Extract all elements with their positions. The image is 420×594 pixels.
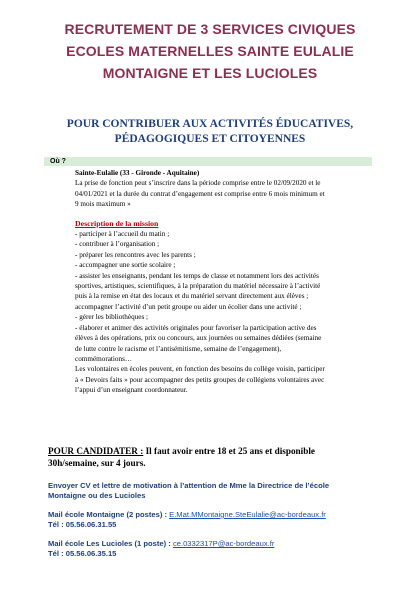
contact-phone: Tél : 05.56.06.31.55 — [48, 520, 117, 529]
contact-montaigne — [48, 510, 388, 530]
mission-line: Les volontaires en écoles peuvent, en fonction des besoins du collège voisin, participer — [75, 365, 325, 374]
mission-line: accompagner l’activité d’un petit groupe ou aider un écolier dans une activité ; — [75, 302, 302, 311]
apply-section — [48, 445, 388, 469]
mission-line: - préparer les rencontres avec les parents ; — [75, 250, 196, 259]
apply-requirements-line2: 30h/semaine, sur 4 jours. — [48, 458, 146, 468]
mission-heading: Description de la mission — [75, 218, 159, 228]
subtitle-line: PÉDAGOGIQUES ET CITOYENNES — [114, 133, 306, 145]
title-line: RECRUTEMENT DE 3 SERVICES CIVIQUES — [64, 21, 356, 37]
mission-line: de lutte contre le racisme et l’antisémitisme, semaine de l’engagement), — [75, 344, 282, 353]
email-link-lucioles[interactable]: ce.0332317P@ac-bordeaux.fr — [172, 539, 275, 548]
cv-instructions — [48, 481, 388, 501]
mission-line: sportives, artistiques, scientifiques, à la préparation du matériel nécessaire à l’activité — [75, 282, 321, 291]
apply-label: POUR CANDIDATER : — [48, 446, 144, 456]
mission-line: - participer à l’accueil du matin ; — [75, 230, 170, 239]
mission-line: l’appui d’un enseignant coordonnateur. — [75, 386, 188, 395]
mission-line: - assister les enseignants, pendant les temps de classe et notamment lors des activités — [75, 271, 319, 280]
title-line: MONTAIGNE ET LES LUCIOLES — [102, 65, 318, 81]
mission-line: - élaborer et animer des activités originales pour favoriser la participation active des — [75, 323, 317, 332]
mission-line: élèves à des opérations, prix ou concours, aux journées ou semaines dédiées (semaine — [75, 334, 322, 343]
page-subtitle — [20, 117, 400, 147]
location-text: Sainte-Eulalie (33 - Gironde - Aquitaine) — [75, 169, 200, 177]
cv-line: Envoyer CV et lettre de motivation à l’attention de Mme la Directrice de l’école — [48, 481, 330, 490]
mission-line: - gérer les bibliothèques ; — [75, 313, 149, 322]
where-label-bar: Où ? — [44, 157, 372, 166]
contact-phone: Tél : 05.56.06.35.15 — [48, 549, 117, 558]
page-title — [20, 18, 400, 84]
mission-line: puis à la remise en état des locaux et du matériel servant directement aux élèves ; — [75, 292, 309, 301]
cv-line: Montaigne ou des Lucioles — [48, 491, 146, 500]
apply-requirements: Il faut avoir entre 18 et 25 ans et disponible — [143, 446, 315, 456]
period-line: 9 mois maximum » — [75, 200, 131, 209]
period-line: La prise de fonction peut s’inscrire dans la période comprise entre le 02/09/2020 et le — [75, 179, 321, 188]
mission-line: commémorations… — [75, 354, 133, 363]
title-line: ECOLES MATERNELLES SAINTE EULALIE — [66, 43, 354, 59]
mission-body — [75, 168, 372, 396]
subtitle-line: POUR CONTRIBUER AUX ACTIVITÉS ÉDUCATIVES, — [66, 118, 354, 130]
contact-lucioles — [48, 539, 388, 559]
period-line: 04/01/2021 et la durée du contrat d’engagement est comprise entre 6 mois minimum et — [75, 189, 325, 198]
contact-label: Mail école Montaigne (2 postes) : — [48, 510, 167, 519]
email-link-montaigne[interactable]: E.Mat.MMontaigne.SteEulalie@ac-bordeaux.fr — [169, 510, 326, 519]
mission-line: - contribuer à l’organisation ; — [75, 240, 160, 249]
mission-line: - accompagner une sortie scolaire ; — [75, 261, 176, 270]
mission-line: à « Devoirs faits » pour accompagner des petits groupes de collégiens volontaires avec — [75, 375, 325, 384]
contact-label: Mail école Les Lucioles (1 poste) : — [48, 539, 171, 548]
